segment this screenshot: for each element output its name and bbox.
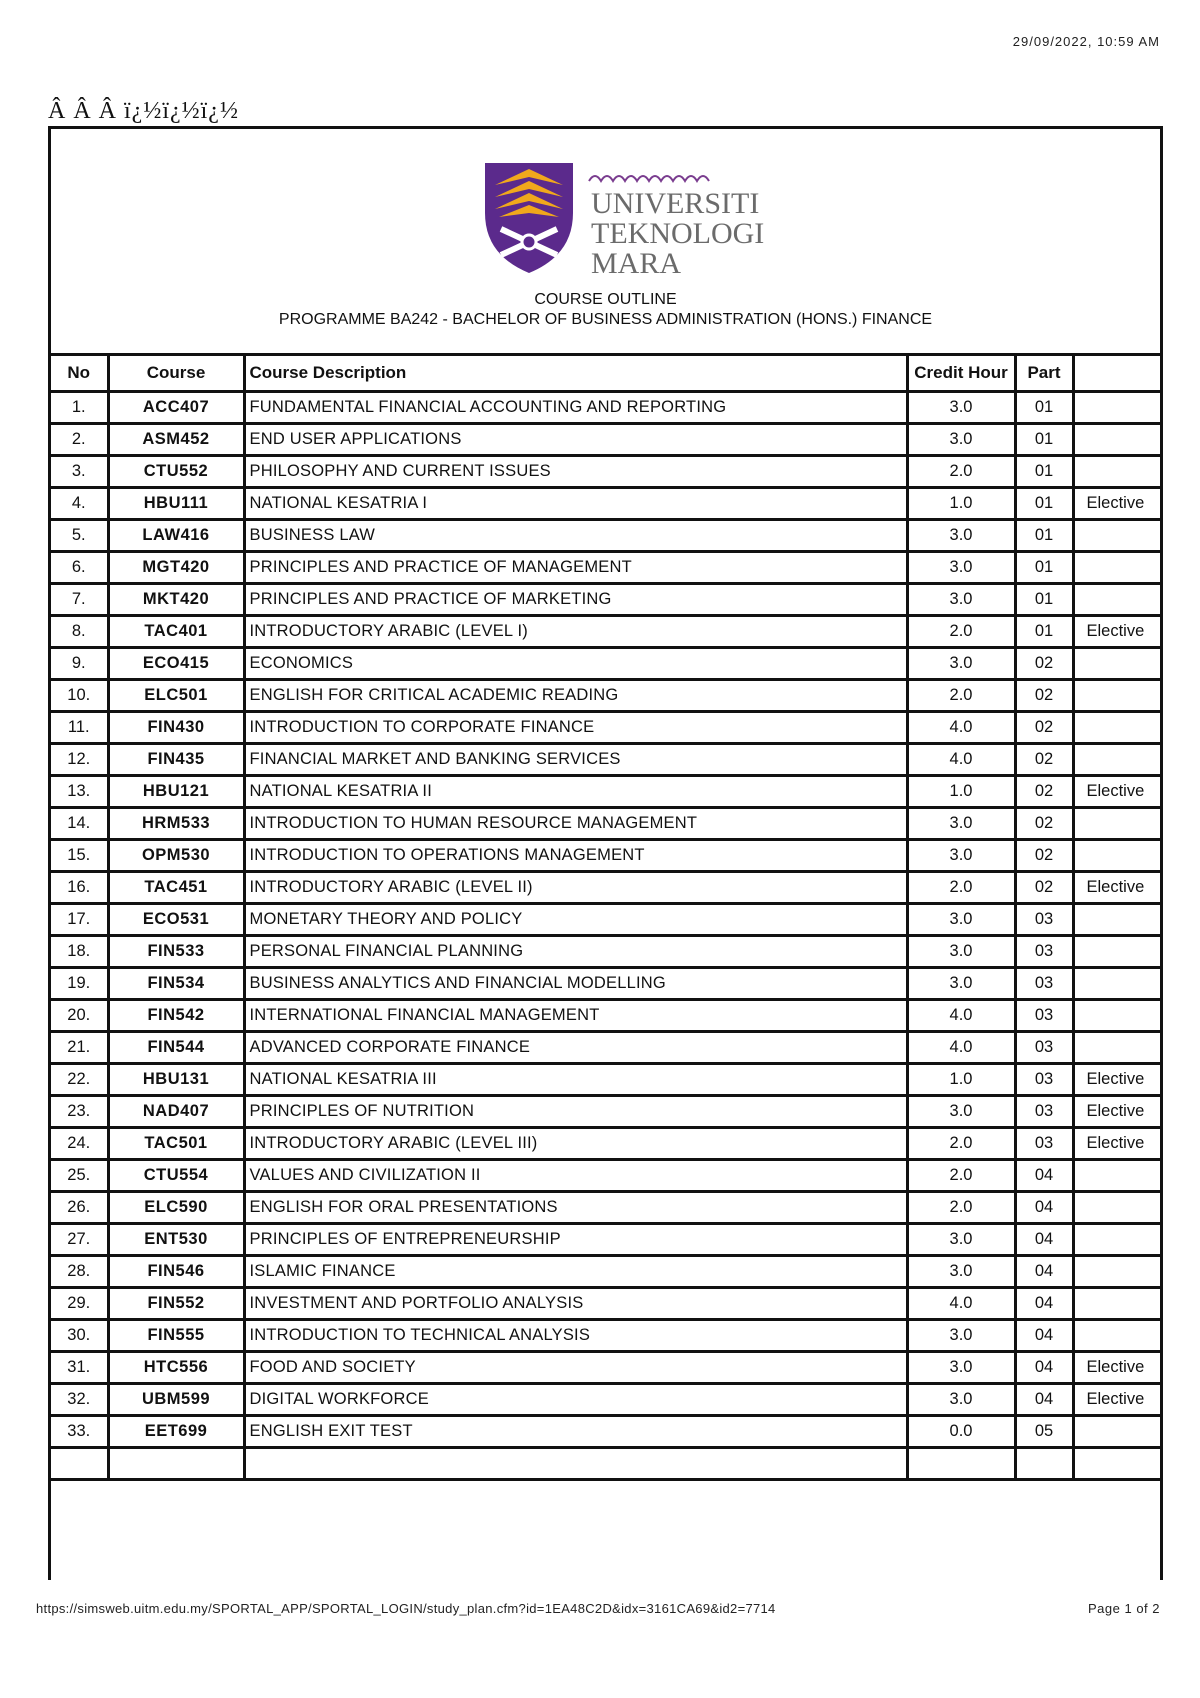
part-number: 02 — [1015, 840, 1073, 872]
course-code: CTU554 — [108, 1160, 244, 1192]
table-row-empty — [51, 1448, 1163, 1480]
table-row — [51, 1000, 1163, 1032]
row-number: 2. — [51, 424, 108, 456]
table-row — [51, 712, 1163, 744]
row-number: 33. — [51, 1416, 108, 1448]
elective-note — [1073, 808, 1163, 840]
row-number: 24. — [51, 1128, 108, 1160]
table-header-row — [51, 356, 1163, 392]
table-row — [51, 648, 1163, 680]
elective-note — [1073, 1320, 1163, 1352]
course-code: FIN555 — [108, 1320, 244, 1352]
table-row — [51, 392, 1163, 424]
elective-note — [1073, 1032, 1163, 1064]
table-row — [51, 424, 1163, 456]
credit-hour: 2.0 — [907, 680, 1015, 712]
course-description: FOOD AND SOCIETY — [244, 1352, 907, 1384]
course-description: ISLAMIC FINANCE — [244, 1256, 907, 1288]
elective-note — [1073, 424, 1163, 456]
row-number: 16. — [51, 872, 108, 904]
course-code: ENT530 — [108, 1224, 244, 1256]
header-credit-hour: Credit Hour — [907, 356, 1015, 392]
logo-text-line-3: MARA — [591, 247, 682, 275]
part-number: 01 — [1015, 520, 1073, 552]
credit-hour: 4.0 — [907, 1032, 1015, 1064]
credit-hour: 3.0 — [907, 968, 1015, 1000]
logo-text-line-2: TEKNOLOGI — [591, 217, 765, 250]
credit-hour: 3.0 — [907, 648, 1015, 680]
empty-cell — [244, 1448, 907, 1480]
part-number: 02 — [1015, 808, 1073, 840]
credit-hour: 2.0 — [907, 1192, 1015, 1224]
course-description: PRINCIPLES AND PRACTICE OF MANAGEMENT — [244, 552, 907, 584]
course-code: FIN546 — [108, 1256, 244, 1288]
row-number: 3. — [51, 456, 108, 488]
row-number: 19. — [51, 968, 108, 1000]
elective-note — [1073, 1288, 1163, 1320]
credit-hour: 1.0 — [907, 488, 1015, 520]
course-description: BUSINESS LAW — [244, 520, 907, 552]
course-code: UBM599 — [108, 1384, 244, 1416]
credit-hour: 4.0 — [907, 712, 1015, 744]
credit-hour: 3.0 — [907, 424, 1015, 456]
table-row — [51, 456, 1163, 488]
table-row — [51, 744, 1163, 776]
table-row — [51, 552, 1163, 584]
table-row — [51, 1224, 1163, 1256]
part-number: 05 — [1015, 1416, 1073, 1448]
elective-note: Elective — [1073, 872, 1163, 904]
row-number: 29. — [51, 1288, 108, 1320]
credit-hour: 3.0 — [907, 1096, 1015, 1128]
course-code: FIN544 — [108, 1032, 244, 1064]
course-table — [51, 356, 1163, 1481]
elective-note: Elective — [1073, 1128, 1163, 1160]
credit-hour: 4.0 — [907, 744, 1015, 776]
table-row — [51, 1032, 1163, 1064]
part-number: 01 — [1015, 552, 1073, 584]
part-number: 02 — [1015, 680, 1073, 712]
credit-hour: 2.0 — [907, 456, 1015, 488]
document-title: COURSE OUTLINE — [534, 291, 677, 308]
elective-note — [1073, 680, 1163, 712]
course-code: HRM533 — [108, 808, 244, 840]
credit-hour: 3.0 — [907, 808, 1015, 840]
table-row — [51, 1320, 1163, 1352]
course-description: INTRODUCTORY ARABIC (LEVEL I) — [244, 616, 907, 648]
course-code: ECO415 — [108, 648, 244, 680]
course-description: END USER APPLICATIONS — [244, 424, 907, 456]
uitm-logo — [469, 155, 809, 275]
table-row — [51, 1160, 1163, 1192]
part-number: 03 — [1015, 1032, 1073, 1064]
course-description: PRINCIPLES OF ENTREPRENEURSHIP — [244, 1224, 907, 1256]
credit-hour: 1.0 — [907, 1064, 1015, 1096]
credit-hour: 1.0 — [907, 776, 1015, 808]
table-row — [51, 520, 1163, 552]
course-code: FIN533 — [108, 936, 244, 968]
course-outline-frame — [48, 126, 1163, 1580]
elective-note — [1073, 968, 1163, 1000]
elective-note — [1073, 648, 1163, 680]
empty-cell — [907, 1448, 1015, 1480]
elective-note — [1073, 1416, 1163, 1448]
row-number: 23. — [51, 1096, 108, 1128]
row-number: 21. — [51, 1032, 108, 1064]
credit-hour: 2.0 — [907, 1160, 1015, 1192]
part-number: 04 — [1015, 1224, 1073, 1256]
elective-note — [1073, 392, 1163, 424]
row-number: 31. — [51, 1352, 108, 1384]
course-description: PRINCIPLES OF NUTRITION — [244, 1096, 907, 1128]
credit-hour: 3.0 — [907, 552, 1015, 584]
course-description: DIGITAL WORKFORCE — [244, 1384, 907, 1416]
table-row — [51, 1064, 1163, 1096]
elective-note: Elective — [1073, 1064, 1163, 1096]
part-number: 04 — [1015, 1256, 1073, 1288]
part-number: 01 — [1015, 616, 1073, 648]
course-description: INVESTMENT AND PORTFOLIO ANALYSIS — [244, 1288, 907, 1320]
part-number: 03 — [1015, 1000, 1073, 1032]
elective-note — [1073, 1000, 1163, 1032]
table-row — [51, 1416, 1163, 1448]
course-description: NATIONAL KESATRIA III — [244, 1064, 907, 1096]
programme-title: PROGRAMME BA242 - BACHELOR OF BUSINESS ADMINISTRATION (HONS.) FINANCE — [278, 311, 933, 328]
table-row — [51, 1384, 1163, 1416]
course-code: MGT420 — [108, 552, 244, 584]
part-number: 04 — [1015, 1288, 1073, 1320]
course-description: INTERNATIONAL FINANCIAL MANAGEMENT — [244, 1000, 907, 1032]
part-number: 04 — [1015, 1384, 1073, 1416]
elective-note — [1073, 584, 1163, 616]
elective-note: Elective — [1073, 488, 1163, 520]
course-description: ENGLISH EXIT TEST — [244, 1416, 907, 1448]
elective-note — [1073, 1224, 1163, 1256]
course-description: ENGLISH FOR ORAL PRESENTATIONS — [244, 1192, 907, 1224]
course-code: MKT420 — [108, 584, 244, 616]
credit-hour: 3.0 — [907, 904, 1015, 936]
course-description: INTRODUCTION TO OPERATIONS MANAGEMENT — [244, 840, 907, 872]
course-code: TAC501 — [108, 1128, 244, 1160]
course-description: BUSINESS ANALYTICS AND FINANCIAL MODELLING — [244, 968, 907, 1000]
table-row — [51, 1288, 1163, 1320]
row-number: 12. — [51, 744, 108, 776]
table-row — [51, 488, 1163, 520]
credit-hour: 2.0 — [907, 616, 1015, 648]
elective-note — [1073, 904, 1163, 936]
print-timestamp: 29/09/2022, 10:59 AM — [1012, 34, 1160, 49]
row-number: 32. — [51, 1384, 108, 1416]
table-row — [51, 1192, 1163, 1224]
part-number: 03 — [1015, 1128, 1073, 1160]
row-number: 30. — [51, 1320, 108, 1352]
course-description: VALUES AND CIVILIZATION II — [244, 1160, 907, 1192]
header-note — [1073, 356, 1163, 392]
course-description: PERSONAL FINANCIAL PLANNING — [244, 936, 907, 968]
table-row — [51, 808, 1163, 840]
table-row — [51, 616, 1163, 648]
credit-hour: 3.0 — [907, 392, 1015, 424]
elective-note — [1073, 840, 1163, 872]
course-description: INTRODUCTORY ARABIC (LEVEL II) — [244, 872, 907, 904]
credit-hour: 3.0 — [907, 584, 1015, 616]
credit-hour: 3.0 — [907, 520, 1015, 552]
table-row — [51, 936, 1163, 968]
course-code: HBU131 — [108, 1064, 244, 1096]
elective-note — [1073, 1256, 1163, 1288]
credit-hour: 2.0 — [907, 1128, 1015, 1160]
course-description: INTRODUCTION TO HUMAN RESOURCE MANAGEMENT — [244, 808, 907, 840]
row-number: 8. — [51, 616, 108, 648]
part-number: 01 — [1015, 584, 1073, 616]
row-number: 7. — [51, 584, 108, 616]
table-row — [51, 904, 1163, 936]
table-row — [51, 1352, 1163, 1384]
elective-note: Elective — [1073, 1096, 1163, 1128]
credit-hour: 3.0 — [907, 936, 1015, 968]
course-code: ASM452 — [108, 424, 244, 456]
elective-note — [1073, 712, 1163, 744]
credit-hour: 4.0 — [907, 1288, 1015, 1320]
course-rows — [51, 392, 1163, 1480]
course-code: FIN552 — [108, 1288, 244, 1320]
course-code: ACC407 — [108, 392, 244, 424]
credit-hour: 3.0 — [907, 1224, 1015, 1256]
course-description: PRINCIPLES AND PRACTICE OF MARKETING — [244, 584, 907, 616]
course-code: HBU111 — [108, 488, 244, 520]
table-row — [51, 584, 1163, 616]
table-row — [51, 1096, 1163, 1128]
credit-hour: 0.0 — [907, 1416, 1015, 1448]
course-code: ELC590 — [108, 1192, 244, 1224]
course-description: INTRODUCTORY ARABIC (LEVEL III) — [244, 1128, 907, 1160]
course-code: OPM530 — [108, 840, 244, 872]
part-number: 03 — [1015, 1064, 1073, 1096]
part-number: 01 — [1015, 488, 1073, 520]
part-number: 03 — [1015, 936, 1073, 968]
course-description: NATIONAL KESATRIA I — [244, 488, 907, 520]
part-number: 02 — [1015, 776, 1073, 808]
row-number: 13. — [51, 776, 108, 808]
row-number: 10. — [51, 680, 108, 712]
course-description: FUNDAMENTAL FINANCIAL ACCOUNTING AND REPORTING — [244, 392, 907, 424]
course-description: MONETARY THEORY AND POLICY — [244, 904, 907, 936]
course-description: ECONOMICS — [244, 648, 907, 680]
table-row — [51, 968, 1163, 1000]
logo-text-line-1: UNIVERSITI — [591, 187, 760, 220]
table-row — [51, 680, 1163, 712]
row-number: 28. — [51, 1256, 108, 1288]
course-code: HTC556 — [108, 1352, 244, 1384]
credit-hour: 3.0 — [907, 1384, 1015, 1416]
credit-hour: 3.0 — [907, 1256, 1015, 1288]
elective-note — [1073, 1192, 1163, 1224]
part-number: 04 — [1015, 1352, 1073, 1384]
row-number: 15. — [51, 840, 108, 872]
course-description: ADVANCED CORPORATE FINANCE — [244, 1032, 907, 1064]
row-number: 14. — [51, 808, 108, 840]
header-part: Part — [1015, 356, 1073, 392]
part-number: 02 — [1015, 872, 1073, 904]
course-description: FINANCIAL MARKET AND BANKING SERVICES — [244, 744, 907, 776]
elective-note — [1073, 552, 1163, 584]
footer-url: https://simsweb.uitm.edu.my/SPORTAL_APP/SPORTAL_LOGIN/study_plan.cfm?id=1EA48C2D&idx=3161CA69&id2=7714 — [36, 1601, 776, 1616]
course-code: ELC501 — [108, 680, 244, 712]
part-number: 02 — [1015, 712, 1073, 744]
table-row — [51, 776, 1163, 808]
elective-note — [1073, 1160, 1163, 1192]
credit-hour: 3.0 — [907, 1320, 1015, 1352]
credit-hour: 4.0 — [907, 1000, 1015, 1032]
header-no: No — [51, 356, 108, 392]
elective-note — [1073, 520, 1163, 552]
part-number: 01 — [1015, 424, 1073, 456]
document-header — [51, 129, 1160, 356]
course-code: FIN534 — [108, 968, 244, 1000]
part-number: 04 — [1015, 1320, 1073, 1352]
elective-note: Elective — [1073, 1352, 1163, 1384]
course-code: FIN430 — [108, 712, 244, 744]
credit-hour: 3.0 — [907, 1352, 1015, 1384]
elective-note — [1073, 936, 1163, 968]
table-row — [51, 1256, 1163, 1288]
part-number: 02 — [1015, 744, 1073, 776]
empty-cell — [1015, 1448, 1073, 1480]
row-number: 1. — [51, 392, 108, 424]
part-number: 03 — [1015, 904, 1073, 936]
course-code: TAC451 — [108, 872, 244, 904]
part-number: 01 — [1015, 392, 1073, 424]
course-description: ENGLISH FOR CRITICAL ACADEMIC READING — [244, 680, 907, 712]
row-number: 11. — [51, 712, 108, 744]
empty-cell — [108, 1448, 244, 1480]
course-description: INTRODUCTION TO TECHNICAL ANALYSIS — [244, 1320, 907, 1352]
elective-note — [1073, 456, 1163, 488]
course-description: INTRODUCTION TO CORPORATE FINANCE — [244, 712, 907, 744]
table-row — [51, 840, 1163, 872]
row-number: 5. — [51, 520, 108, 552]
part-number: 04 — [1015, 1192, 1073, 1224]
elective-note: Elective — [1073, 776, 1163, 808]
elective-note: Elective — [1073, 616, 1163, 648]
header-course: Course — [108, 356, 244, 392]
part-number: 02 — [1015, 648, 1073, 680]
row-number: 25. — [51, 1160, 108, 1192]
row-number: 18. — [51, 936, 108, 968]
course-description: NATIONAL KESATRIA II — [244, 776, 907, 808]
part-number: 03 — [1015, 1096, 1073, 1128]
elective-note: Elective — [1073, 1384, 1163, 1416]
empty-cell — [1073, 1448, 1163, 1480]
course-description: PHILOSOPHY AND CURRENT ISSUES — [244, 456, 907, 488]
course-code: LAW416 — [108, 520, 244, 552]
elective-note — [1073, 744, 1163, 776]
row-number: 17. — [51, 904, 108, 936]
page-number: Page 1 of 2 — [1088, 1601, 1160, 1616]
row-number: 27. — [51, 1224, 108, 1256]
row-number: 6. — [51, 552, 108, 584]
row-number: 22. — [51, 1064, 108, 1096]
part-number: 04 — [1015, 1160, 1073, 1192]
row-number: 9. — [51, 648, 108, 680]
course-code: TAC401 — [108, 616, 244, 648]
row-number: 26. — [51, 1192, 108, 1224]
row-number: 4. — [51, 488, 108, 520]
course-code: FIN435 — [108, 744, 244, 776]
header-course-description: Course Description — [244, 356, 907, 392]
empty-cell — [51, 1448, 108, 1480]
part-number: 03 — [1015, 968, 1073, 1000]
table-row — [51, 1128, 1163, 1160]
credit-hour: 3.0 — [907, 840, 1015, 872]
course-code: EET699 — [108, 1416, 244, 1448]
course-code: ECO531 — [108, 904, 244, 936]
table-row — [51, 872, 1163, 904]
part-number: 01 — [1015, 456, 1073, 488]
course-code: CTU552 — [108, 456, 244, 488]
row-number: 20. — [51, 1000, 108, 1032]
course-code: HBU121 — [108, 776, 244, 808]
course-code: FIN542 — [108, 1000, 244, 1032]
credit-hour: 2.0 — [907, 872, 1015, 904]
garbled-header-text: Â Â Â ï¿½ï¿½ï¿½ — [48, 98, 239, 124]
course-code: NAD407 — [108, 1096, 244, 1128]
